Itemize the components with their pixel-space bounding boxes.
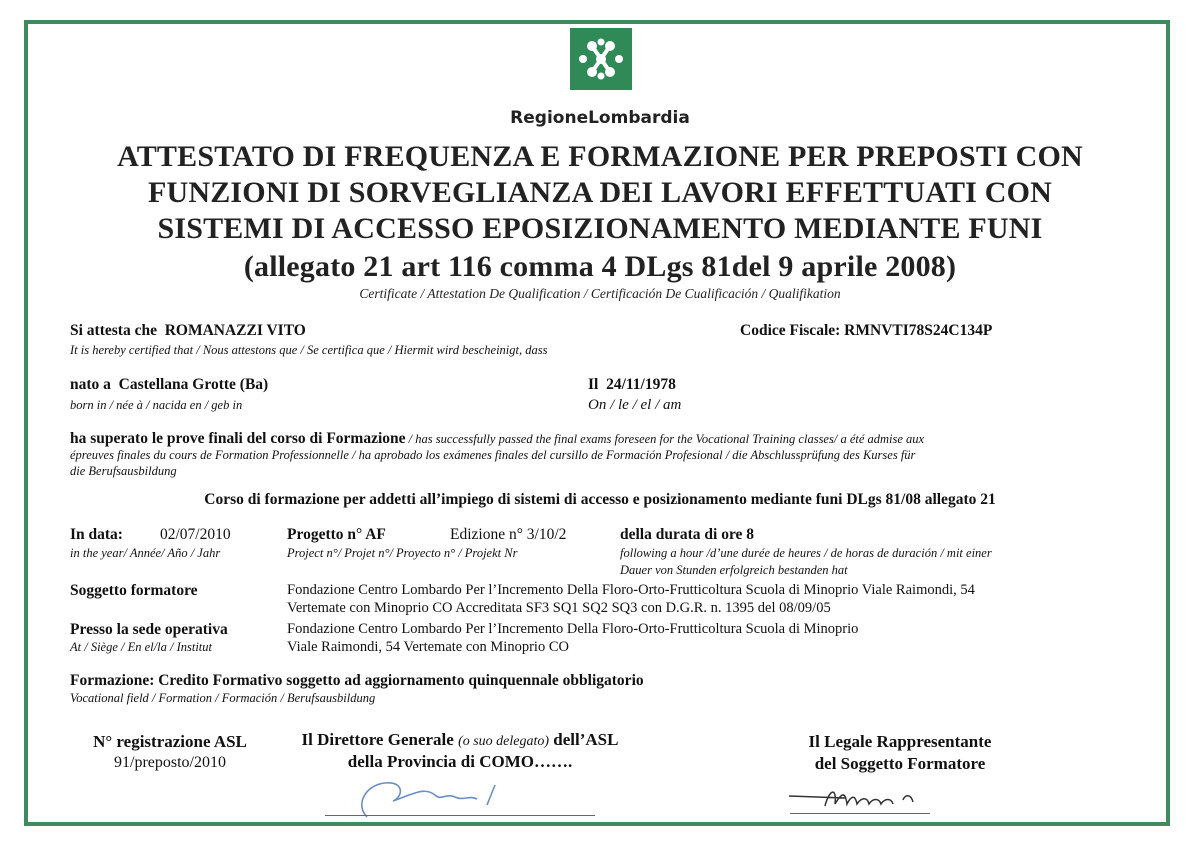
attesta-translation: It is hereby certified that / Nous attestons que / Se certifica que / Hiermit wird bescheinigt, dass	[70, 343, 548, 357]
exam-paragraph	[70, 431, 1110, 479]
sede-translation: At / Siège / En el/la / Institut	[70, 640, 212, 654]
birth-date: 24/11/1978	[606, 376, 676, 393]
legal-signature-line	[790, 813, 930, 814]
durata: della durata di ore 8	[620, 526, 755, 543]
birth-date-row	[588, 376, 676, 394]
edizione: Edizione n° 3/10/2	[450, 526, 567, 543]
attesta-row	[70, 322, 306, 340]
attesta-label: Si attesta che	[70, 322, 157, 339]
director-line-2: della Provincia di COMO…….	[347, 752, 573, 771]
durata-translation-1: following a hour /d’une durée de heures / de horas de duración / mit einer	[620, 546, 992, 560]
soggetto-line-1: Fondazione Centro Lombardo Per l’Incremento Della Floro-Orto-Frutticoltura Scuola di Minoprio Viale Raimondi, 54	[287, 582, 975, 598]
sede-label: Presso la sede operativa	[70, 621, 228, 638]
exam-translation-1: / has successfully passed the final exams foreseen for the Vocational Training classes/ a été admise aux	[405, 432, 925, 446]
director-title: Il Direttore Generale	[301, 730, 454, 749]
progetto-translation: Project n°/ Projet n°/ Proyecto n° / Projekt Nr	[287, 546, 518, 560]
sede-line-1: Fondazione Centro Lombardo Per l’Incremento Della Floro-Orto-Frutticoltura Scuola di Minoprio	[287, 621, 859, 637]
codice-fiscale	[740, 322, 992, 340]
formazione: Formazione: Credito Formativo soggetto ad aggiornamento quinquennale obbligatorio	[70, 672, 644, 689]
born-translation: born in / née à / nacida en / geb in	[70, 398, 243, 412]
director-asl: dell’ASL	[553, 730, 619, 749]
course-title: Corso di formazione per addetti all’impiego di sistemi di accesso e posizionamento mediante funi DLgs 81/08 allegato 21	[204, 491, 996, 508]
soggetto-label: Soggetto formatore	[70, 582, 198, 599]
date-translation: On / le / el / am	[588, 397, 682, 413]
director-signature	[345, 775, 535, 825]
title-line-2: FUNZIONI DI SORVEGLIANZA DEI LAVORI EFFETTUATI CON	[147, 176, 1053, 209]
director-line-1	[270, 730, 650, 750]
data-label: In data:	[70, 526, 123, 543]
director-signature-line	[325, 815, 595, 816]
exam-lead: ha superato le prove finali del corso di Formazione	[70, 430, 406, 447]
title-line-4: (allegato 21 art 116 comma 4 DLgs 81del 9 aprile 2008)	[243, 250, 957, 283]
title-line-1: ATTESTATO DI FREQUENZA E FORMAZIONE PER PREPOSTI CON	[117, 140, 1083, 173]
formazione-translation: Vocational field / Formation / Formación / Berufsausbildung	[70, 691, 376, 705]
born-label: nato a	[70, 376, 111, 393]
born-place: Castellana Grotte (Ba)	[118, 376, 269, 393]
cf-value: RMNVTI78S24C134P	[844, 322, 993, 339]
progetto-label: Progetto n° AF	[287, 526, 386, 543]
title-line-3: SISTEMI DI ACCESSO EPOSIZIONAMENTO MEDIANTE FUNI	[157, 212, 1043, 245]
certificate-subtitle: Certificate / Attestation De Qualification / Certificación De Cualificación / Qualifikation	[359, 286, 841, 301]
legal-line-1: Il Legale Rappresentante	[808, 732, 992, 751]
data-value: 02/07/2010	[160, 526, 231, 543]
regione-lombardia-logo	[570, 28, 632, 90]
data-translation: in the year/ Année/ Año / Jahr	[70, 546, 221, 560]
date-label: Il	[588, 376, 599, 393]
cf-label: Codice Fiscale:	[740, 322, 841, 339]
reg-value: 91/preposto/2010	[114, 754, 226, 771]
brand-name: RegioneLombardia	[510, 108, 690, 128]
person-name: ROMANAZZI VITO	[164, 322, 306, 339]
rosa-camuna-icon	[570, 28, 632, 90]
soggetto-line-2: Vertemate con Minoprio CO Accreditata SF3 SQ1 SQ2 SQ3 con D.G.R. n. 1395 del 08/09/05	[287, 600, 831, 616]
legal-line-2: del Soggetto Formatore	[814, 754, 986, 773]
durata-translation-2: Dauer von Stunden erfolgreich bestanden hat	[620, 563, 848, 577]
exam-translation-2: épreuves finales du cours de Formation Professionnelle / ha aprobado los exámenes finales del cursillo de Formación Profesional / die Abschlussprüfung des Kurses für	[70, 448, 916, 462]
born-row	[70, 376, 268, 394]
exam-translation-3: die Berufsausbildung	[70, 464, 177, 478]
legal-signature	[785, 780, 935, 820]
reg-label: N° registrazione ASL	[93, 732, 247, 751]
director-delegate: (o suo delegato)	[458, 734, 550, 749]
sede-line-2: Viale Raimondi, 54 Vertemate con Minoprio CO	[287, 639, 569, 655]
